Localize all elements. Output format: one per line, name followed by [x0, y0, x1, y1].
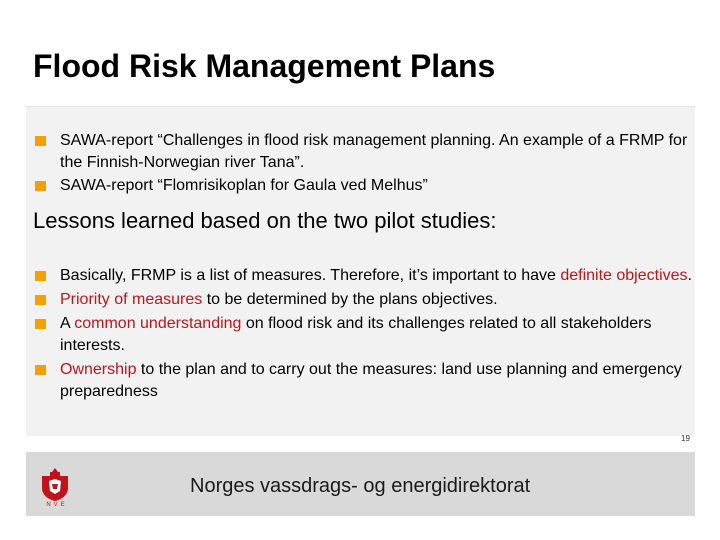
list-item [33, 130, 693, 174]
nve-logo-icon [40, 466, 70, 502]
square-bullet-icon [35, 136, 46, 146]
square-bullet-icon [35, 271, 46, 281]
slide-title: Flood Risk Management Plans [33, 48, 496, 84]
lesson-highlight: Priority of measures [60, 291, 203, 308]
footer-organization: Norges vassdrags- og energidirektorat [190, 475, 531, 497]
lesson-text: Basically, FRMP is a list of measures. Therefore, it’s important to have [60, 267, 561, 284]
square-bullet-icon [35, 295, 46, 305]
lesson-highlight: common understanding [74, 315, 242, 332]
square-bullet-icon [35, 319, 46, 329]
lesson-highlight: definite objectives [560, 267, 688, 284]
report-list [33, 130, 693, 198]
square-bullet-icon [35, 365, 46, 375]
list-item [33, 175, 693, 197]
lessons-list [33, 265, 693, 405]
lesson-text: A [60, 315, 75, 332]
report-text: SAWA-report “Flomrisikoplan for Gaula ved Melhus” [60, 177, 428, 194]
logo-text: NVE [46, 502, 68, 508]
lesson-text: to the plan and to carry out the measures: land use planning and emergency preparedness [60, 361, 682, 400]
list-item [33, 289, 693, 311]
page-number: 19 [681, 434, 690, 443]
lesson-text: . [687, 267, 692, 284]
report-text: SAWA-report “Challenges in flood risk management planning. An example of a FRMP for the Finnish-Norwegian river Tana”. [60, 132, 688, 171]
square-bullet-icon [35, 181, 46, 191]
lesson-text: on flood risk and its challenges related to all stakeholders interests. [60, 315, 652, 354]
list-item [33, 313, 693, 357]
lesson-text: to be determined by the plans objectives. [202, 291, 498, 308]
lesson-highlight: Ownership [60, 361, 137, 378]
lessons-heading: Lessons learned based on the two pilot studies: [33, 208, 497, 233]
list-item [33, 265, 693, 287]
list-item [33, 359, 693, 403]
